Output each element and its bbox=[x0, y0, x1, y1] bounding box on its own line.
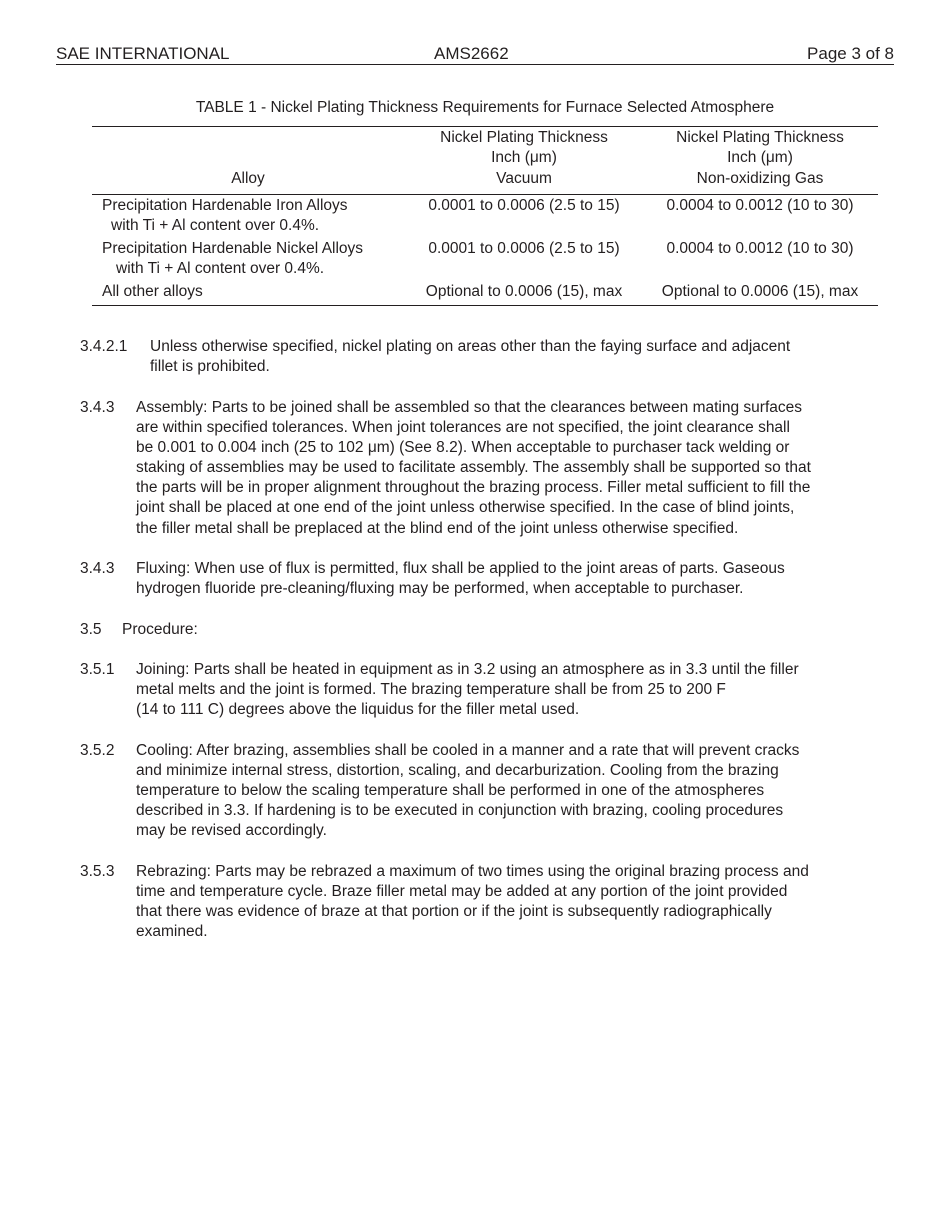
section-line: staking of assemblies may be used to facilitate assembly. The assembly shall be supported so that bbox=[136, 459, 811, 477]
section-line: may be revised accordingly. bbox=[136, 822, 327, 840]
section-number: 3.5.1 bbox=[80, 661, 115, 678]
section-line: Cooling: After brazing, assemblies shall be cooled in a manner and a rate that will prevent cracks bbox=[136, 742, 800, 759]
table-top-rule bbox=[92, 126, 878, 127]
section-number: 3.4.3 bbox=[80, 560, 115, 577]
section-line: Joining: Parts shall be heated in equipment as in 3.2 using an atmosphere as in 3.3 until the filler bbox=[136, 661, 799, 678]
section-3-4-2-1 bbox=[80, 337, 880, 377]
section-number: 3.5 bbox=[80, 621, 102, 638]
row2-vacuum: 0.0001 to 0.0006 (2.5 to 15) bbox=[428, 240, 620, 257]
section-line: temperature to below the scaling temperature shall be performed in one of the atmospheres bbox=[136, 782, 765, 800]
section-line: that there was evidence of braze at that portion or if the joint is subsequently radiographically bbox=[136, 903, 772, 921]
section-line: be 0.001 to 0.004 inch (25 to 102 μm) (See 8.2). When acceptable to purchaser tack welding or bbox=[136, 439, 790, 457]
row3-alloy: All other alloys bbox=[102, 283, 203, 300]
section-line: Assembly: Parts to be joined shall be assembled so that the clearances between mating surfaces bbox=[136, 399, 803, 416]
header-gas-line1: Nickel Plating Thickness bbox=[676, 129, 844, 146]
section-line: fillet is prohibited. bbox=[150, 358, 270, 376]
section-line: Fluxing: When use of flux is permitted, flux shall be applied to the joint areas of parts. Gaseous bbox=[136, 560, 785, 577]
section-3-5 bbox=[80, 620, 880, 640]
section-number: 3.5.2 bbox=[80, 742, 115, 759]
table-bottom-rule bbox=[92, 305, 878, 306]
section-line: and minimize internal stress, distortion, scaling, and decarburization. Cooling from the brazing bbox=[136, 762, 779, 780]
section-line: the parts will be in proper alignment throughout the brazing process. Filler metal sufficient to fill the bbox=[136, 479, 811, 497]
section-line: Rebrazing: Parts may be rebrazed a maximum of two times using the original brazing process and bbox=[136, 863, 809, 880]
section-line: Procedure: bbox=[122, 621, 198, 638]
table-title: TABLE 1 - Nickel Plating Thickness Requirements for Furnace Selected Atmosphere bbox=[195, 99, 775, 116]
section-3-5-2 bbox=[80, 741, 880, 841]
header-gas-line3: Non-oxidizing Gas bbox=[696, 170, 824, 187]
row1-vacuum: 0.0001 to 0.0006 (2.5 to 15) bbox=[428, 197, 620, 214]
page-header bbox=[56, 44, 894, 65]
section-line: joint shall be placed at one end of the joint unless otherwise specified. In the case of blind joints, bbox=[136, 499, 795, 517]
row1-gas: 0.0004 to 0.0012 (10 to 30) bbox=[666, 197, 854, 214]
header-vacuum-line1: Nickel Plating Thickness bbox=[440, 129, 608, 146]
header-gas-line2: Inch (μm) bbox=[727, 149, 793, 166]
row2-alloy-line2: with Ti + Al content over 0.4%. bbox=[116, 260, 325, 277]
section-3-5-3 bbox=[80, 862, 880, 942]
section-number: 3.5.3 bbox=[80, 863, 115, 880]
header-doc-id: AMS2662 bbox=[434, 44, 509, 63]
table-header-rule bbox=[92, 194, 878, 195]
row3-gas: Optional to 0.0006 (15), max bbox=[661, 283, 859, 300]
section-line: Unless otherwise specified, nickel plating on areas other than the faying surface and adjacent bbox=[150, 338, 791, 355]
section-number: 3.4.2.1 bbox=[80, 338, 128, 355]
header-alloy: Alloy bbox=[231, 170, 265, 187]
row2-alloy-line1: Precipitation Hardenable Nickel Alloys bbox=[102, 240, 364, 257]
row2-gas: 0.0004 to 0.0012 (10 to 30) bbox=[666, 240, 854, 257]
section-3-5-1 bbox=[80, 660, 880, 720]
section-line: described in 3.3. If hardening is to be executed in conjunction with brazing, cooling procedures bbox=[136, 802, 784, 820]
section-line: are within specified tolerances. When joint tolerances are not specified, the joint clearance shall bbox=[136, 419, 790, 437]
row1-alloy-line2: with Ti + Al content over 0.4%. bbox=[111, 217, 320, 234]
row3-vacuum: Optional to 0.0006 (15), max bbox=[425, 283, 623, 300]
section-number: 3.4.3 bbox=[80, 399, 115, 416]
section-line: (14 to 111 C) degrees above the liquidus for the filler metal used. bbox=[136, 701, 580, 719]
header-vacuum-line2: Inch (μm) bbox=[491, 149, 557, 166]
header-page-number: Page 3 of 8 bbox=[807, 44, 894, 63]
section-line: the filler metal shall be preplaced at the blind end of the joint unless otherwise specified. bbox=[136, 519, 739, 537]
header-vacuum-line3: Vacuum bbox=[496, 170, 552, 187]
section-3-4-3-assembly bbox=[80, 398, 880, 539]
header-org: SAE INTERNATIONAL bbox=[56, 44, 230, 63]
section-3-4-3-fluxing bbox=[80, 559, 880, 599]
section-line: metal melts and the joint is formed. The brazing temperature shall be from 25 to 200 F bbox=[136, 681, 726, 699]
section-line: time and temperature cycle. Braze filler metal may be added at any portion of the joint provided bbox=[136, 883, 788, 901]
section-line: examined. bbox=[136, 923, 208, 941]
row1-alloy-line1: Precipitation Hardenable Iron Alloys bbox=[102, 197, 348, 214]
section-line: hydrogen fluoride pre-cleaning/fluxing may be performed, when acceptable to purchaser. bbox=[136, 580, 744, 598]
